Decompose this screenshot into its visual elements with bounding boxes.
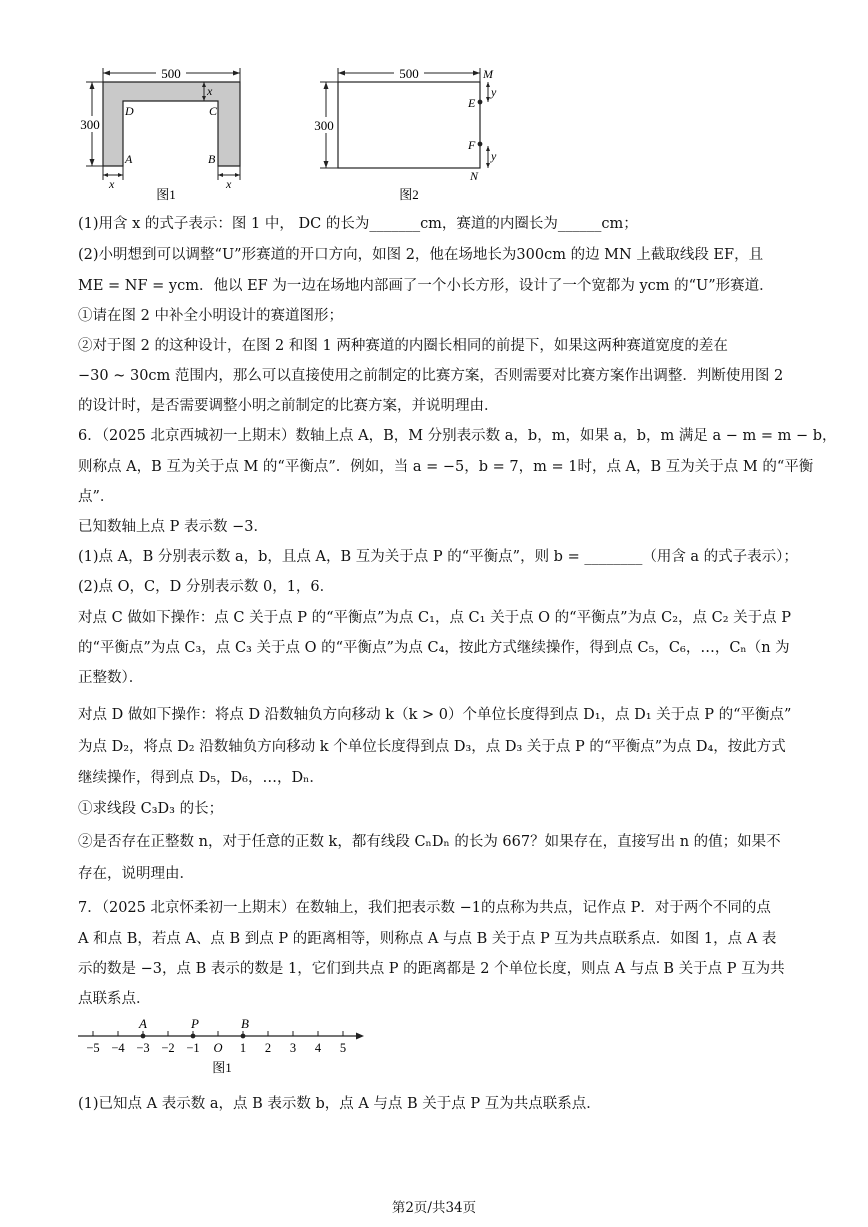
fig1-caption: 图1 <box>156 187 176 202</box>
number-line-point-a <box>141 1034 146 1039</box>
tick-label: −4 <box>111 1041 125 1055</box>
text-line: 对点 C 做如下操作：点 C 关于点 P 的“平衡点”为点 C₁，点 C₁ 关于点 O 的“平衡点”为点 C₂，点 C₂ 关于点 P <box>78 610 792 626</box>
text-line: (1)点 A，B 分别表示数 a，b，且点 A，B 互为关于点 P 的“平衡点”，则 b = ________（用含 a 的式子表示）； <box>78 549 798 565</box>
text-line: −30 ~ 30cm 范围内，那么可以直接使用之前制定的比赛方案，否则需要对比赛方案作出调整．判断使用图 2 <box>78 368 784 384</box>
tick-label: −2 <box>161 1041 175 1055</box>
fig2-width-label: 500 <box>399 66 419 81</box>
text-line: (2)小明想到可以调整“U”形赛道的开口方向，如图 2，他在场地长为300cm 的边 MN 上截取线段 EF，且 <box>78 247 764 263</box>
text-line: 正整数）． <box>78 670 144 686</box>
text-line: ②对于图 2 的这种设计，在图 2 和图 1 两种赛道的内圈长相同的前提下，如果这两种赛道宽度的差在 <box>78 338 728 354</box>
fig1-width-var: x <box>207 84 213 98</box>
tick-label: 5 <box>339 1041 347 1055</box>
text-line: 对点 D 做如下操作：将点 D 沿数轴负方向移动 k（k > 0）个单位长度得到点 D₁，点 D₁ 关于点 P 的“平衡点” <box>78 707 792 723</box>
text-line: (1)已知点 A 表示数 a，点 B 表示数 b，点 A 与点 B 关于点 P 互为共点联系点． <box>78 1096 601 1112</box>
figure-3-number-line <box>74 1014 374 1080</box>
origin-label: O <box>213 1041 223 1055</box>
fig2-point-f: F <box>468 138 476 152</box>
fig2-point-e: E <box>468 96 476 110</box>
fig1-width-label: 500 <box>161 66 181 81</box>
text-line: 点”． <box>78 489 115 505</box>
fig1-height-label: 300 <box>80 117 100 132</box>
text-line: 点联系点． <box>78 991 151 1007</box>
fig1-track-shape <box>103 82 240 166</box>
text-line: ME = NF = ycm．他以 EF 为一边在场地内部画了一个小长方形，设计了一个宽都为 ycm 的“U”形赛道． <box>78 278 774 294</box>
text-line: 为点 D₂，将点 D₂ 沿数轴负方向移动 k 个单位长度得到点 D₃，点 D₃ 关于点 P 的“平衡点”为点 D₄，按此方式 <box>78 739 786 755</box>
fig1-bottom-left-var: x <box>109 177 115 191</box>
tick-label: 1 <box>239 1041 247 1055</box>
page-footer: 第2页/共34页 <box>391 1200 477 1216</box>
fig2-bottom-var: y <box>491 149 497 163</box>
fig2-point-m: M <box>483 67 493 81</box>
question-6-heading: 6．（2025 北京西城初一上期末）数轴上点 A，B，M 分别表示数 a，b，m，如果 a，b，m 满足 a − m = m − b， <box>78 428 837 444</box>
fig2-caption: 图2 <box>399 187 419 202</box>
text-line: ②是否存在正整数 n，对于任意的正数 k，都有线段 CₙDₙ 的长为 667？如果存在，直接写出 n 的值；如果不 <box>78 834 781 850</box>
fig2-point-n: N <box>470 169 479 183</box>
text-line: 已知数轴上点 P 表示数 −3． <box>78 519 268 535</box>
text-line: (2)点 O，C，D 分别表示数 0，1，6． <box>78 579 335 595</box>
number-line-point-p <box>191 1034 196 1039</box>
number-line-label-b: B <box>241 1016 249 1031</box>
fig2-height-label: 300 <box>314 118 334 133</box>
tick-label: 3 <box>289 1041 297 1055</box>
number-line-point-b <box>241 1034 246 1039</box>
fig2-field-rect <box>338 82 480 168</box>
fig1-point-b: B <box>208 152 216 166</box>
tick-label: −1 <box>186 1041 200 1055</box>
figure-1 <box>78 62 258 202</box>
fig3-caption: 图1 <box>212 1060 232 1075</box>
fig2-point-f-dot <box>478 142 483 147</box>
tick-label: −3 <box>136 1041 150 1055</box>
number-line-ticks <box>93 1031 343 1036</box>
number-line-label-p: P <box>191 1016 199 1031</box>
question-7-heading: 7．（2025 北京怀柔初一上期末）在数轴上，我们把表示数 −1的点称为共点，记作点 P．对于两个不同的点 <box>78 900 771 916</box>
fig1-point-a: A <box>125 152 133 166</box>
fig2-point-e-dot <box>478 100 483 105</box>
tick-label: −5 <box>86 1041 100 1055</box>
tick-label: 2 <box>264 1041 272 1055</box>
text-line: 的“平衡点”为点 C₃，点 C₃ 关于点 O 的“平衡点”为点 C₄，按此方式继续操作，得到点 C₅，C₆，…，Cₙ（n 为 <box>78 640 790 656</box>
text-line: A 和点 B，若点 A、点 B 到点 P 的距离相等，则称点 A 与点 B 关于点 P 互为共点联系点．如图 1，点 A 表 <box>78 931 777 947</box>
tick-label: 4 <box>314 1041 322 1055</box>
fig1-bottom-right-var: x <box>226 177 232 191</box>
text-line: 的设计时，是否需要调整小明之前制定的比赛方案，并说明理由． <box>78 398 499 414</box>
number-line-label-a: A <box>139 1016 147 1031</box>
text-line: (1)用含 x 的式子表示：图 1 中， DC 的长为_______cm，赛道的内圈长为______cm； <box>78 216 638 232</box>
text-line: ①求线段 C₃D₃ 的长； <box>78 801 224 817</box>
text-line: 则称点 A，B 互为关于点 M 的“平衡点”．例如，当 a = −5，b = 7，m = 1时，点 A，B 互为关于点 M 的“平衡 <box>78 459 814 475</box>
text-line: 继续操作，得到点 D₅，D₆，…，Dₙ． <box>78 770 324 786</box>
text-line: 存在，说明理由． <box>78 866 194 882</box>
fig1-point-c: C <box>209 104 218 118</box>
figure-2 <box>310 62 510 202</box>
fig1-point-d: D <box>125 104 134 118</box>
fig2-top-var: y <box>491 85 497 99</box>
text-line: 示的数是 −3，点 B 表示的数是 1，它们到共点 P 的距离都是 2 个单位长度，则点 A 与点 B 关于点 P 互为共 <box>78 961 785 977</box>
text-line: ①请在图 2 中补全小明设计的赛道图形； <box>78 308 343 324</box>
